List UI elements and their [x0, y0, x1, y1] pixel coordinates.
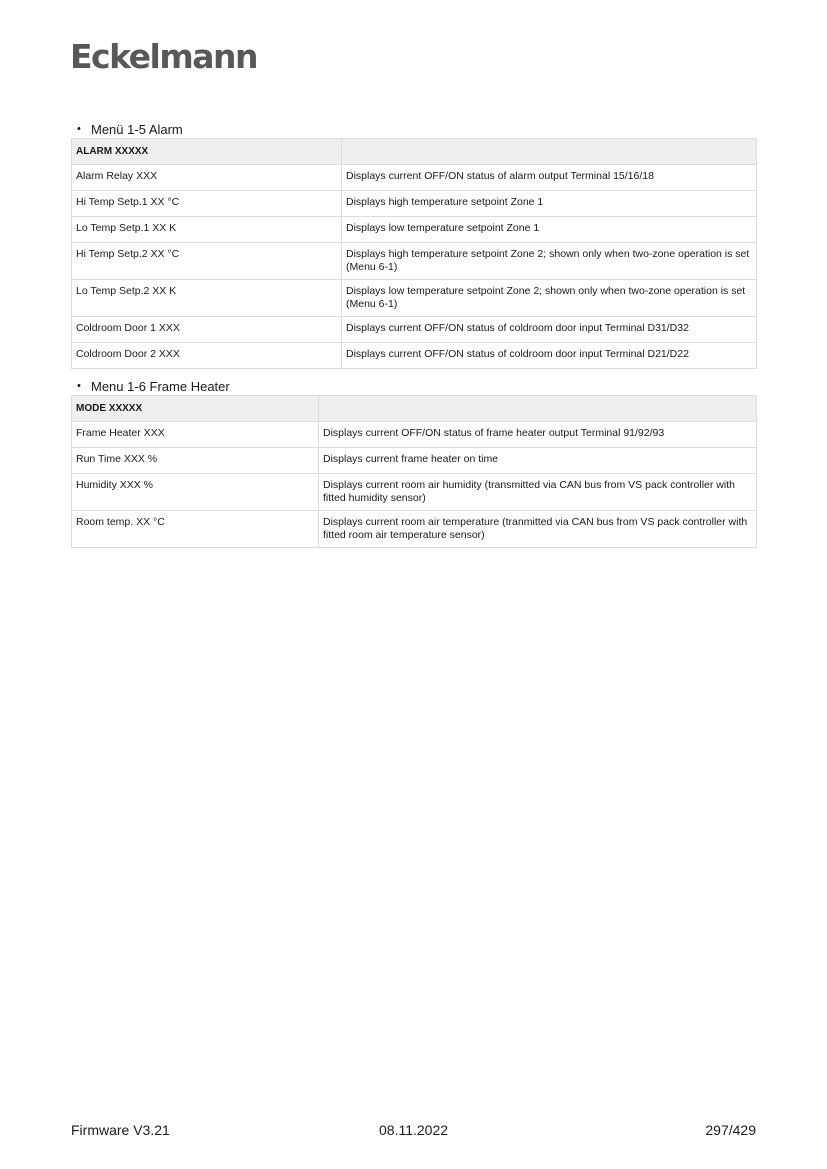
table-row	[72, 217, 757, 243]
table-header-cell	[342, 139, 757, 165]
table-row	[72, 280, 757, 317]
description-cell: Displays current frame heater on time	[319, 448, 757, 474]
parameter-cell: Frame Heater XXX	[72, 422, 319, 448]
section-heading	[77, 377, 756, 395]
parameter-cell: Humidity XXX %	[72, 474, 319, 511]
footer-firmware: Firmware V3.21	[71, 1122, 170, 1138]
parameter-cell: Lo Temp Setp.2 XX K	[72, 280, 342, 317]
footer-date: 08.11.2022	[379, 1122, 449, 1138]
parameter-cell: Hi Temp Setp.1 XX °C	[72, 191, 342, 217]
parameter-cell: Lo Temp Setp.1 XX K	[72, 217, 342, 243]
alarm-section	[71, 120, 756, 369]
description-cell: Displays high temperature setpoint Zone 1	[342, 191, 757, 217]
eckelmann-logo: Eckelmann	[70, 37, 257, 76]
parameter-cell: Hi Temp Setp.2 XX °C	[72, 243, 342, 280]
footer-page-number: 297/429	[705, 1122, 756, 1138]
description-cell: Displays current room air humidity (transmitted via CAN bus from VS pack controller with fitted humidity sensor)	[319, 474, 757, 511]
parameter-cell: Run Time XXX %	[72, 448, 319, 474]
frame-heater-table	[71, 395, 757, 548]
table-row	[72, 422, 757, 448]
frame-heater-section	[71, 377, 756, 548]
description-cell: Displays current room air temperature (tranmitted via CAN bus from VS pack controller with fitted room air temperature sensor)	[319, 511, 757, 548]
table-row	[72, 243, 757, 280]
table-row	[72, 191, 757, 217]
description-cell: Displays low temperature setpoint Zone 2; shown only when two-zone operation is set (Menu 6-1)	[342, 280, 757, 317]
alarm-section-title: Menü 1-5 Alarm	[91, 121, 183, 137]
table-header-cell: MODE XXXXX	[72, 396, 319, 422]
bullet-icon: •	[77, 380, 81, 392]
table-row	[72, 511, 757, 548]
description-cell: Displays current OFF/ON status of coldroom door input Terminal D21/D22	[342, 343, 757, 369]
table-header-row	[72, 139, 757, 165]
table-header-row	[72, 396, 757, 422]
description-cell: Displays current OFF/ON status of coldroom door input Terminal D31/D32	[342, 317, 757, 343]
description-cell: Displays current OFF/ON status of frame heater output Terminal 91/92/93	[319, 422, 757, 448]
description-cell: Displays high temperature setpoint Zone 2; shown only when two-zone operation is set (Menu 6-1)	[342, 243, 757, 280]
bullet-icon: •	[77, 123, 81, 135]
table-row	[72, 474, 757, 511]
table-row	[72, 317, 757, 343]
description-cell: Displays low temperature setpoint Zone 1	[342, 217, 757, 243]
parameter-cell: Coldroom Door 2 XXX	[72, 343, 342, 369]
parameter-cell: Room temp. XX °C	[72, 511, 319, 548]
frame-heater-section-title: Menu 1-6 Frame Heater	[91, 378, 230, 394]
description-cell: Displays current OFF/ON status of alarm output Terminal 15/16/18	[342, 165, 757, 191]
table-row	[72, 343, 757, 369]
table-row	[72, 165, 757, 191]
section-heading	[77, 120, 756, 138]
table-row	[72, 448, 757, 474]
table-header-cell	[319, 396, 757, 422]
parameter-cell: Coldroom Door 1 XXX	[72, 317, 342, 343]
table-header-cell: ALARM XXXXX	[72, 139, 342, 165]
alarm-table	[71, 138, 757, 369]
parameter-cell: Alarm Relay XXX	[72, 165, 342, 191]
